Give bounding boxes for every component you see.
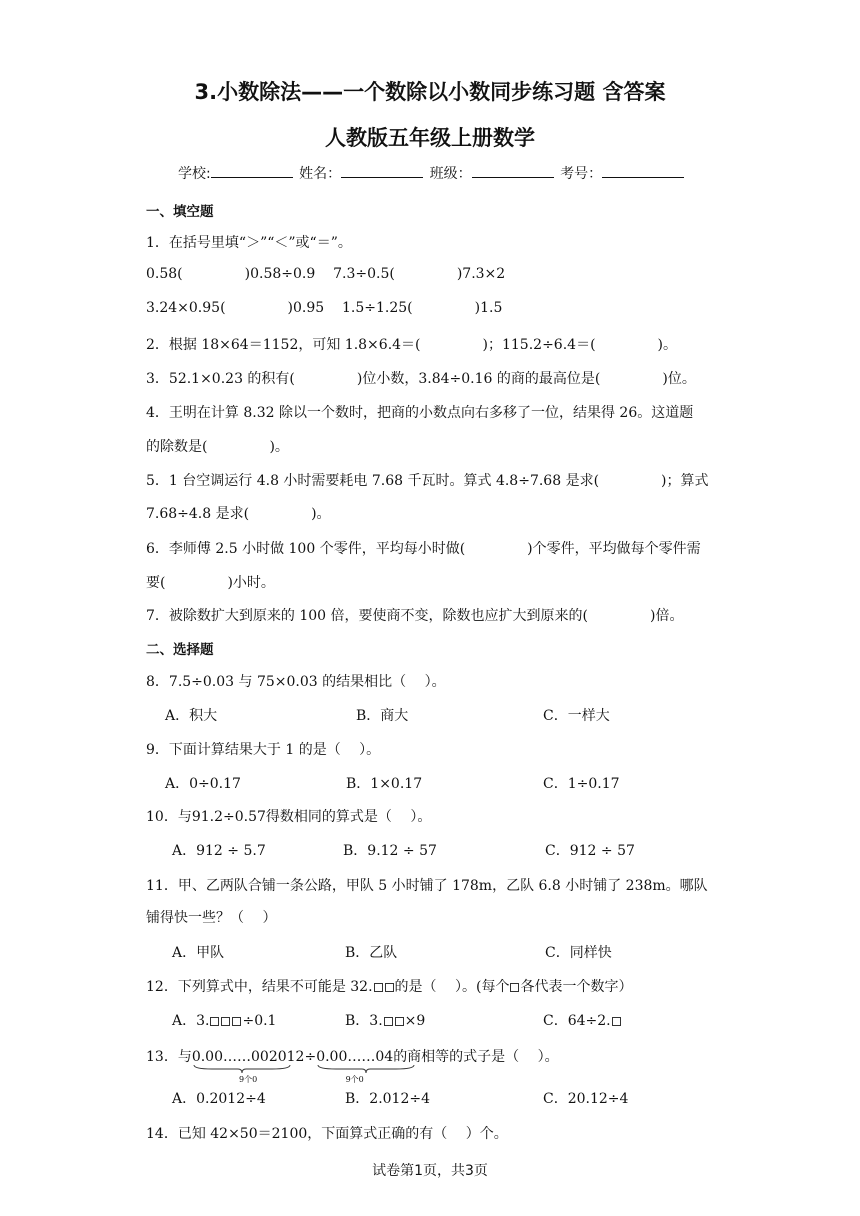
q7-text-a: 7．被除数扩大到原来的 100 倍，要使商不变，除数也应扩大到原来的( [146,608,588,624]
question-4-line-1: 4．王明在计算 8.32 除以一个数时，把商的小数点向右多移了一位，结果得 26。这道题 [146,405,694,421]
q4-text-b: )。 [269,439,289,455]
q13-option-a[interactable]: A．0.2012÷4 [172,1091,266,1107]
q1-item-c-right: )0.95 [287,300,325,316]
q1-item-a-right: )0.58÷0.9 [244,266,316,282]
digit-box-icon [612,1017,621,1026]
question-12-stem [146,976,632,996]
q12-option-a[interactable] [172,1010,276,1030]
q1-item-d-right: )1.5 [474,300,503,316]
q3-text-b: )位小数，3.84÷0.16 的商的最高位是( [356,371,601,387]
digit-box-icon [232,1017,241,1026]
question-11-line-2: 铺得快一些？（ ） [146,910,277,926]
digit-box-icon [385,983,394,992]
q6-text-b: )个零件，平均做每个零件需 [527,541,701,557]
section-multiple-choice-title: 二、选择题 [146,642,214,658]
question-1-stem: 1．在括号里填“＞”“＜”或“＝”。 [146,235,352,251]
q12-option-b-post: ×9 [404,1013,426,1029]
q5-text-a: 5．1 台空调运行 4.8 小时需要耗电 7.68 千瓦时。算式 4.8÷7.68 是求( [146,473,600,489]
underbrace-icon [316,1065,416,1073]
student-info-row [178,163,686,183]
underbrace-icon [192,1065,292,1073]
question-8-stem: 8．7.5÷0.03 与 75×0.03 的结果相比（ ）。 [146,674,446,690]
q9-option-b[interactable]: B．1×0.17 [346,776,423,792]
q11-option-b[interactable]: B．乙队 [345,945,398,961]
q13-option-b[interactable]: B．2.012÷4 [345,1091,431,1107]
q10-option-c[interactable]: C．912 ÷ 57 [545,843,635,859]
question-11-line-1: 11．甲、乙两队合铺一条公路，甲队 5 小时铺了 178m，乙队 6.8 小时铺了 238m。哪队 [146,878,708,894]
q7-text-b: )倍。 [650,608,684,624]
school-label: 学校: [178,166,211,182]
q8-option-a[interactable]: A．积大 [165,708,218,724]
question-1-row-2 [146,300,502,316]
name-blank[interactable] [341,165,423,178]
q12-option-c-pre: C．64÷2. [543,1013,611,1029]
q13-dividend-brace-label: 9个0 [239,1075,258,1084]
q12-stem-c: 各代表一个数字） [520,979,633,995]
name-label: 姓名： [299,166,342,182]
question-1-row-1 [146,266,505,282]
page-footer: 试卷第1页，共3页 [372,1163,488,1179]
q10-option-b[interactable]: B．9.12 ÷ 57 [343,843,437,859]
question-14-stem: 14．已知 42×50＝2100，下面算式正确的有（ ）个。 [146,1126,508,1142]
paper-subtitle: 人教版五年级上册数学 [325,126,535,150]
q13-dividend [191,1049,305,1084]
question-10-stem: 10．与91.2÷0.57得数相同的算式是（ ）。 [146,809,432,825]
question-6-line-1 [146,538,701,558]
q12-stem-a: 12．下列算式中，结果不可能是 32. [146,979,373,995]
q1-item-b-left: 7.3÷0.5( [333,266,395,282]
q13-divisor-value: 0.00……04 [316,1049,394,1065]
exam-number-label: 考号： [560,166,603,182]
digit-box-icon [395,1017,404,1026]
q12-option-a-pre: A．3. [172,1013,210,1029]
school-blank[interactable] [211,165,293,178]
class-blank[interactable] [472,165,554,178]
section-fill-blank-title: 一、填空题 [146,204,214,220]
q2-text-a: 2．根据 18×64＝1152，可知 1.8×6.4＝( [146,337,421,353]
q2-text-c: )。 [657,337,677,353]
question-7 [146,605,683,625]
q12-stem-b: 的是（ ）。(每个 [394,979,510,995]
question-3 [146,368,696,388]
exam-number-blank[interactable] [602,165,684,178]
q13-option-c[interactable]: C．20.12÷4 [543,1091,629,1107]
q13-divisor-brace-label: 9个0 [345,1075,364,1084]
q12-option-b-pre: B．3. [345,1013,383,1029]
q1-item-a-left: 0.58( [146,266,183,282]
question-5-line-2 [146,503,331,523]
paper-title: 3.小数除法——一个数除以小数同步练习题 含答案 [194,80,666,104]
q9-option-c[interactable]: C．1÷0.17 [543,776,620,792]
q6-text-d: )小时。 [227,575,275,591]
q11-option-a[interactable]: A．甲队 [172,945,225,961]
question-5-line-1 [146,470,709,490]
q10-option-a[interactable]: A．912 ÷ 5.7 [172,843,266,859]
digit-box-icon [384,1017,393,1026]
q13-post: 的商相等的式子是（ ）。 [393,1049,559,1065]
q4-text-a: 的除数是( [146,439,208,455]
q13-divide-sign: ÷ [304,1049,317,1065]
q1-item-d-left: 1.5÷1.25( [342,300,413,316]
class-label: 班级： [429,166,472,182]
q1-item-c-left: 3.24×0.95( [146,300,226,316]
question-6-line-2 [146,572,275,592]
q3-text-c: )位。 [662,371,696,387]
q13-divisor [316,1049,394,1084]
q3-text-a: 3．52.1×0.23 的积有( [146,371,295,387]
q9-option-a[interactable]: A．0÷0.17 [165,776,241,792]
q12-option-a-post: ÷0.1 [242,1013,277,1029]
q5-text-b: )；算式 [661,473,709,489]
q6-text-c: 要( [146,575,166,591]
q8-option-c[interactable]: C．一样大 [543,708,610,724]
digit-box-icon [510,983,519,992]
q12-option-c[interactable] [543,1010,622,1030]
digit-box-icon [374,983,383,992]
question-13-stem [146,1046,559,1084]
q6-text-a: 6．李师傅 2.5 小时做 100 个零件，平均每小时做( [146,541,466,557]
q2-text-b: )；115.2÷6.4＝( [482,337,596,353]
question-2 [146,334,677,354]
q8-option-b[interactable]: B．商大 [356,708,409,724]
q5-text-c: 7.68÷4.8 是求( [146,506,250,522]
q12-option-b[interactable] [345,1010,425,1030]
digit-box-icon [221,1017,230,1026]
q1-item-b-right: )7.3×2 [456,266,506,282]
q13-pre: 13．与 [146,1049,192,1065]
question-9-stem: 9．下面计算结果大于 1 的是（ ）。 [146,742,381,758]
q11-option-c[interactable]: C．同样快 [545,945,612,961]
q13-dividend-value: 0.00……002012 [191,1049,305,1065]
q5-text-d: )。 [311,506,331,522]
digit-box-icon [210,1017,219,1026]
question-4-line-2 [146,436,289,456]
